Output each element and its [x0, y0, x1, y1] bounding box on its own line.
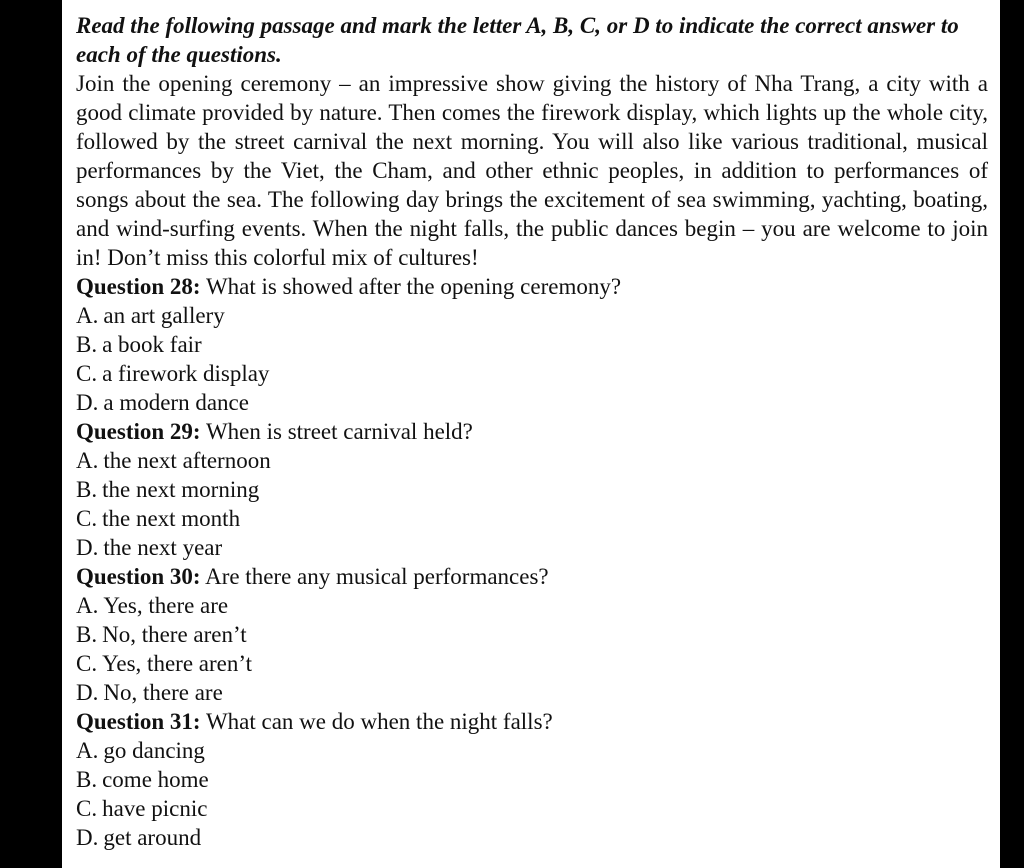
- option-text: Yes, there are: [103, 593, 229, 618]
- option-letter: D.: [76, 535, 99, 560]
- option-letter: B.: [76, 477, 98, 502]
- question-number: Question 31:: [76, 709, 201, 734]
- question-prompt: [76, 707, 988, 736]
- option-text: the next afternoon: [103, 448, 271, 473]
- option-letter: A.: [76, 448, 99, 473]
- option-text: have picnic: [102, 796, 208, 821]
- answer-option: [76, 446, 988, 475]
- answer-option: [76, 533, 988, 562]
- option-text: get around: [103, 825, 202, 850]
- answer-option: [76, 388, 988, 417]
- option-letter: C.: [76, 651, 98, 676]
- question-text: What is showed after the opening ceremony?: [205, 274, 622, 299]
- question-number: Question 29:: [76, 419, 201, 444]
- answer-option: [76, 591, 988, 620]
- answer-option: [76, 736, 988, 765]
- question-text: Are there any musical performances?: [205, 564, 549, 589]
- answer-option: [76, 678, 988, 707]
- option-letter: B.: [76, 332, 98, 357]
- option-text: go dancing: [103, 738, 205, 763]
- option-text: the next morning: [102, 477, 260, 502]
- question-text: What can we do when the night falls?: [205, 709, 553, 734]
- option-text: a firework display: [102, 361, 270, 386]
- option-text: an art gallery: [103, 303, 225, 328]
- option-letter: C.: [76, 796, 98, 821]
- answer-option: [76, 765, 988, 794]
- option-letter: D.: [76, 680, 99, 705]
- option-text: a book fair: [102, 332, 202, 357]
- option-letter: D.: [76, 825, 99, 850]
- question-block: [76, 272, 988, 417]
- instruction-text: Read the following passage and mark the letter A, B, C, or D to indicate the correct answer to each of the questions.: [76, 13, 959, 67]
- option-text: come home: [102, 767, 209, 792]
- option-letter: D.: [76, 390, 99, 415]
- reading-passage: Join the opening ceremony – an impressive show giving the history of Nha Trang, a city with a good climate provided by nature. Then comes the firework display, which lights up the whole city, followed by the street carnival the next morning. You will also like various traditional, musical performances by the Viet, the Cham, and other ethnic peoples, in addition to performances of songs about the sea. The following day brings the excitement of sea swimming, yachting, boating, and wind-surfing events. When the night falls, the public dances begin – you are welcome to join in! Don’t miss this colorful mix of cultures!: [76, 71, 988, 270]
- question-prompt: [76, 272, 988, 301]
- option-letter: B.: [76, 622, 98, 647]
- question-block: [76, 417, 988, 562]
- option-letter: B.: [76, 767, 98, 792]
- answer-option: [76, 475, 988, 504]
- option-text: No, there aren’t: [102, 622, 247, 647]
- question-prompt: [76, 417, 988, 446]
- option-letter: C.: [76, 361, 98, 386]
- question-block: [76, 562, 988, 707]
- option-text: No, there are: [103, 680, 223, 705]
- answer-option: [76, 330, 988, 359]
- question-block: [76, 707, 988, 852]
- answer-option: [76, 504, 988, 533]
- question-list: [76, 272, 988, 852]
- answer-option: [76, 649, 988, 678]
- question-text: When is street carnival held?: [205, 419, 473, 444]
- document-page: [62, 0, 1000, 868]
- option-text: the next year: [103, 535, 223, 560]
- option-letter: A.: [76, 738, 99, 763]
- answer-option: [76, 794, 988, 823]
- option-text: Yes, there aren’t: [102, 651, 252, 676]
- option-letter: A.: [76, 593, 99, 618]
- option-text: a modern dance: [103, 390, 249, 415]
- question-number: Question 30:: [76, 564, 201, 589]
- answer-option: [76, 620, 988, 649]
- option-letter: A.: [76, 303, 99, 328]
- document-content: [76, 11, 988, 852]
- answer-option: [76, 301, 988, 330]
- question-number: Question 28:: [76, 274, 201, 299]
- option-text: the next month: [102, 506, 241, 531]
- answer-option: [76, 359, 988, 388]
- question-prompt: [76, 562, 988, 591]
- answer-option: [76, 823, 988, 852]
- option-letter: C.: [76, 506, 98, 531]
